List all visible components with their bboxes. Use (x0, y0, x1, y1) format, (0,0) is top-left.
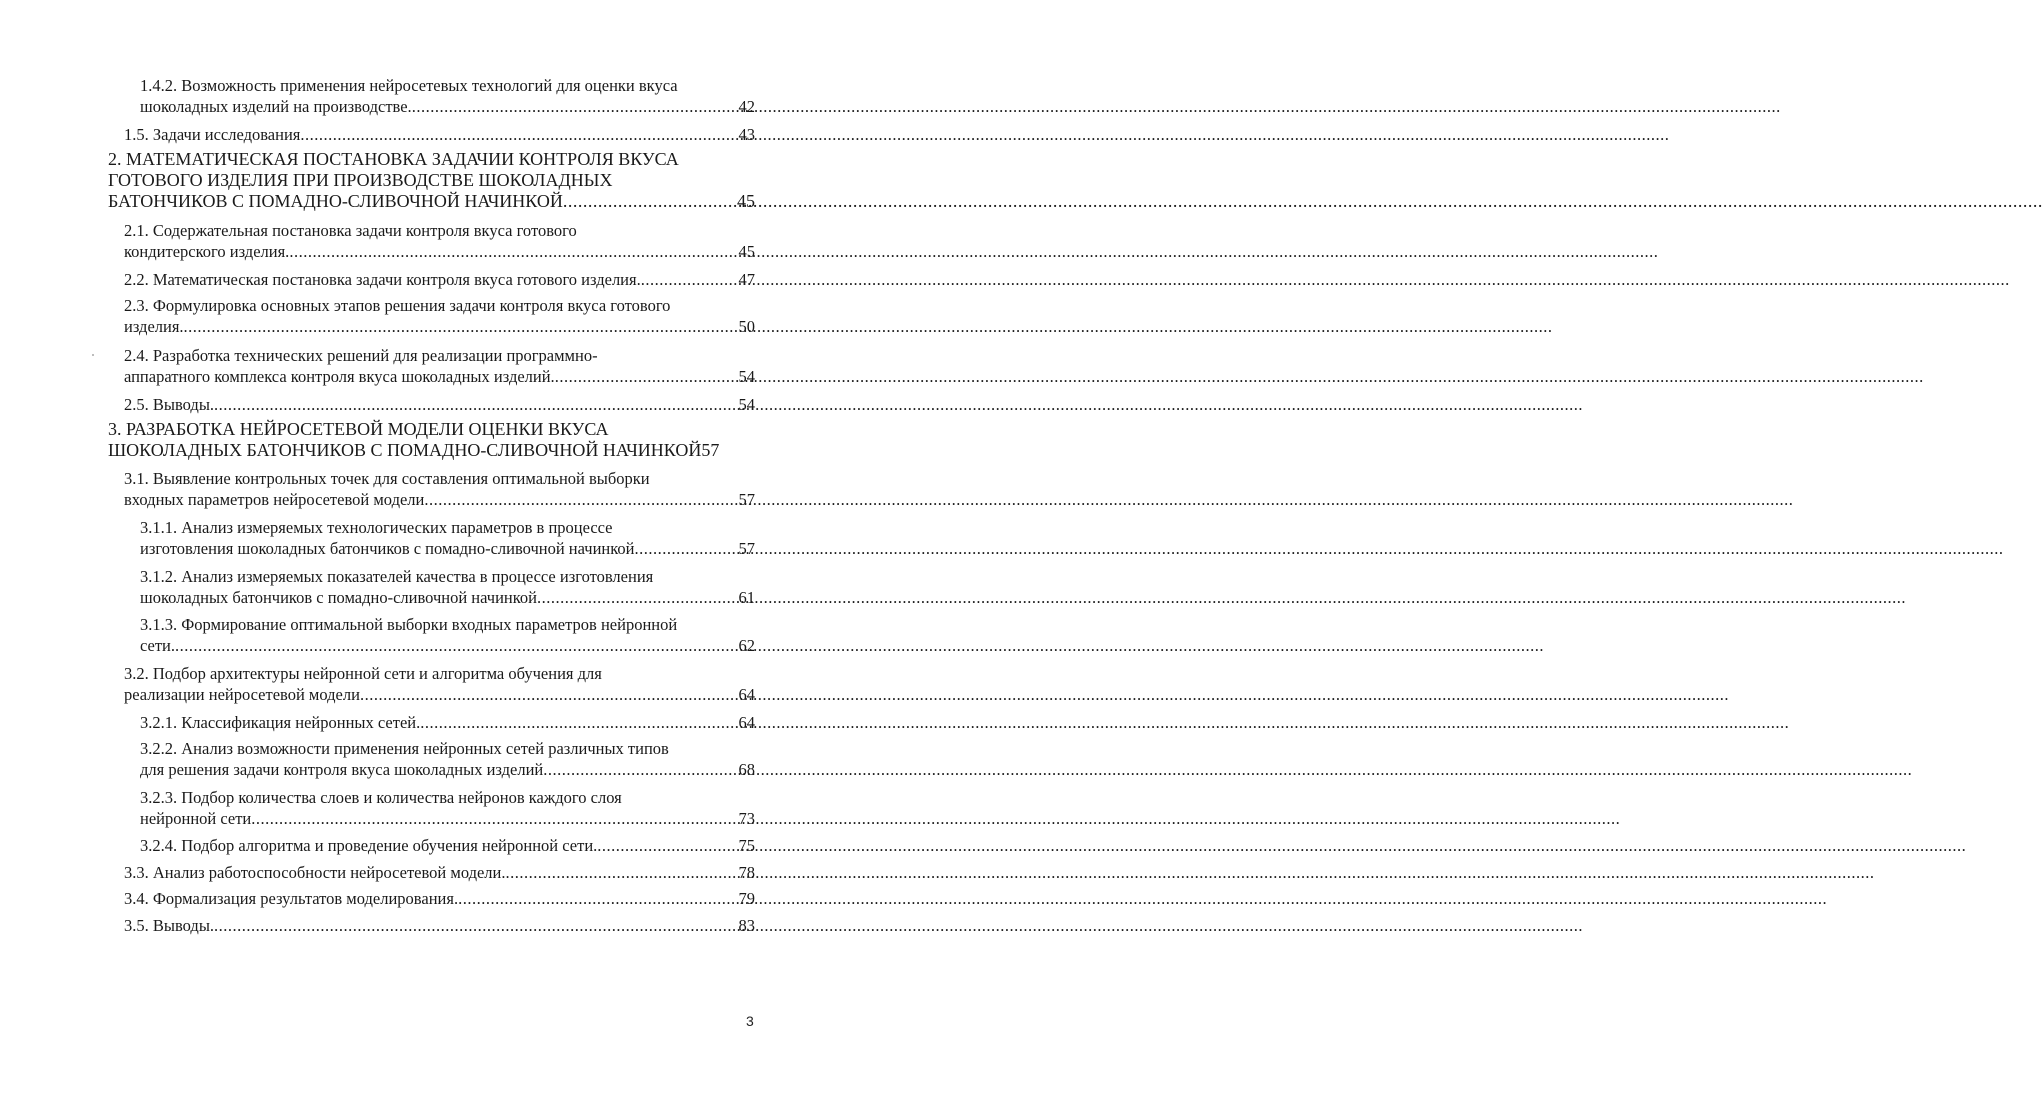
toc-page-number: 64 (738, 685, 755, 704)
toc-entry-line: БАТОНЧИКОВ С ПОМАДНО-СЛИВОЧНОЙ НАЧИНКОЙ (108, 191, 563, 211)
toc-entry-line: 2.3. Формулировка основных этапов решения задачи контроля вкуса готового (124, 296, 671, 315)
toc-entry-line: 3.2.4. Подбор алгоритма и проведение обучения нейронной сети. (140, 836, 598, 855)
toc-entry-3-2-2 (140, 738, 755, 780)
toc-chapter-2 (108, 149, 755, 212)
toc-entry-line: 2.1. Содержательная постановка задачи контроля вкуса готового (124, 221, 577, 240)
toc-page-number: 45 (738, 242, 755, 261)
toc-entry-line: 3.1.1. Анализ измеряемых технологических параметров в процессе (140, 518, 613, 537)
toc-entry-line: 3.3. Анализ работоспособности нейросетевой модели. (124, 863, 506, 882)
toc-page-number: 57 (738, 539, 755, 558)
toc-page-number: 45 (737, 191, 755, 211)
toc-entry-line: 3.1.2. Анализ измеряемых показателей качества в процессе изготовления (140, 567, 654, 586)
toc-page-number: 54 (738, 367, 755, 386)
toc-entry-line: для решения задачи контроля вкуса шоколадных изделий (140, 760, 544, 779)
toc-entry-3-1-2 (140, 566, 755, 608)
toc-entry-line: изготовления шоколадных батончиков с помадно-сливочной начинкой (140, 539, 635, 558)
toc-entry-line: изделия. (124, 317, 184, 336)
toc-entry-line: 2. МАТЕМАТИЧЕСКАЯ ПОСТАНОВКА ЗАДАЧИИ КОНТРОЛЯ ВКУСА (108, 149, 679, 169)
toc-entry-2-5 (124, 394, 755, 415)
toc-entry-line: кондитерского изделия. (124, 242, 290, 261)
toc-entry-line: ШОКОЛАДНЫХ БАТОНЧИКОВ С ПОМАДНО-СЛИВОЧНОЙ НАЧИНКОЙ (108, 440, 702, 460)
page-number: 3 (746, 1013, 754, 1029)
toc-entry-1-4-2 (140, 75, 755, 117)
toc-entry-line: 1.5. Задачи исследования (124, 125, 301, 144)
toc-entry-line: 3.2.3. Подбор количества слоев и количества нейронов каждого слоя (140, 788, 622, 807)
toc-entry-line: 3.2.2. Анализ возможности применения нейронных сетей различных типов (140, 739, 669, 758)
toc-entry-line: аппаратного комплекса контроля вкуса шоколадных изделий. (124, 367, 555, 386)
toc-entry-line: 3. РАЗРАБОТКА НЕЙРОСЕТЕВОЙ МОДЕЛИ ОЦЕНКИ ВКУСА (108, 419, 609, 439)
toc-page-number: 42 (738, 97, 755, 116)
toc-entry-line: 3.2.1. Классификация нейронных сетей. (140, 713, 421, 732)
toc-entry-3-4 (124, 888, 755, 909)
toc-entry-line: 3.1.3. Формирование оптимальной выборки входных параметров нейронной (140, 615, 678, 634)
toc-page-number: 83 (738, 916, 755, 935)
toc-entry-3-1-3 (140, 614, 755, 656)
toc-page-number: 75 (738, 836, 755, 855)
toc-page-number: 73 (738, 809, 755, 828)
toc-entry-line: 2.5. Выводы. (124, 395, 215, 414)
toc-entry-line: нейронной сети (140, 809, 252, 828)
toc-entry-3-1-1 (140, 517, 755, 559)
toc-entry-3-5 (124, 915, 755, 936)
toc-entry-line: ГОТОВОГО ИЗДЕЛИЯ ПРИ ПРОИЗВОДСТВЕ ШОКОЛАДНЫХ (108, 170, 613, 190)
toc-page-number: 78 (738, 863, 755, 882)
document-page (0, 0, 799, 1096)
toc-page-number: 57 (738, 490, 755, 509)
toc-entry-3-2-1 (140, 712, 755, 733)
toc-entry-2-4 (124, 345, 755, 387)
toc-entry-3-2-4 (140, 835, 755, 856)
toc-entry-line: 3.5. Выводы. (124, 916, 215, 935)
toc-entry-line: шоколадных батончиков с помадно-сливочной начинкой (140, 588, 538, 607)
toc-page-number: 79 (738, 889, 755, 908)
toc-entry-line: реализации нейросетевой модели (124, 685, 360, 704)
toc-page-number: 64 (738, 713, 755, 732)
toc-entry-2-3 (124, 295, 755, 337)
toc-page-number: 47 (738, 270, 755, 289)
toc-entry-line: 2.4. Разработка технических решений для реализации программно- (124, 346, 598, 365)
scan-speck (92, 354, 94, 356)
toc-entry-line: входных параметров нейросетевой модели (124, 490, 425, 509)
toc-page-number: 68 (738, 760, 755, 779)
toc-entry-3-3 (124, 862, 755, 883)
toc-entry-line: 2.2. Математическая постановка задачи контроля вкуса готового изделия. (124, 270, 641, 289)
toc-page-number: 61 (738, 588, 755, 607)
toc-entry-3-1 (124, 468, 755, 510)
toc-entry-1-5 (124, 124, 755, 145)
toc-entry-line: шоколадных изделий на производстве. (140, 97, 412, 116)
toc-entry-line: 3.1. Выявление контрольных точек для составления оптимальной выборки (124, 469, 650, 488)
toc-page-number: 54 (738, 395, 755, 414)
toc-page-number: 50 (738, 317, 755, 336)
toc-entry-line: 3.4. Формализация результатов моделирования. (124, 889, 459, 908)
toc-page-number: 62 (738, 636, 755, 655)
toc-entry-3-2 (124, 663, 755, 705)
toc-entry-2-2 (124, 269, 755, 290)
toc-entry-line: 1.4.2. Возможность применения нейросетевых технологий для оценки вкуса (140, 76, 678, 95)
toc-entry-2-1 (124, 220, 755, 262)
toc-entry-line: 3.2. Подбор архитектуры нейронной сети и алгоритма обучения для (124, 664, 602, 683)
toc-page-number: 57 (701, 440, 720, 460)
toc-entry-3-2-3 (140, 787, 755, 829)
toc-page-number: 43 (738, 125, 755, 144)
toc-chapter-3 (108, 419, 759, 461)
toc-entry-line: сети. (140, 636, 176, 655)
